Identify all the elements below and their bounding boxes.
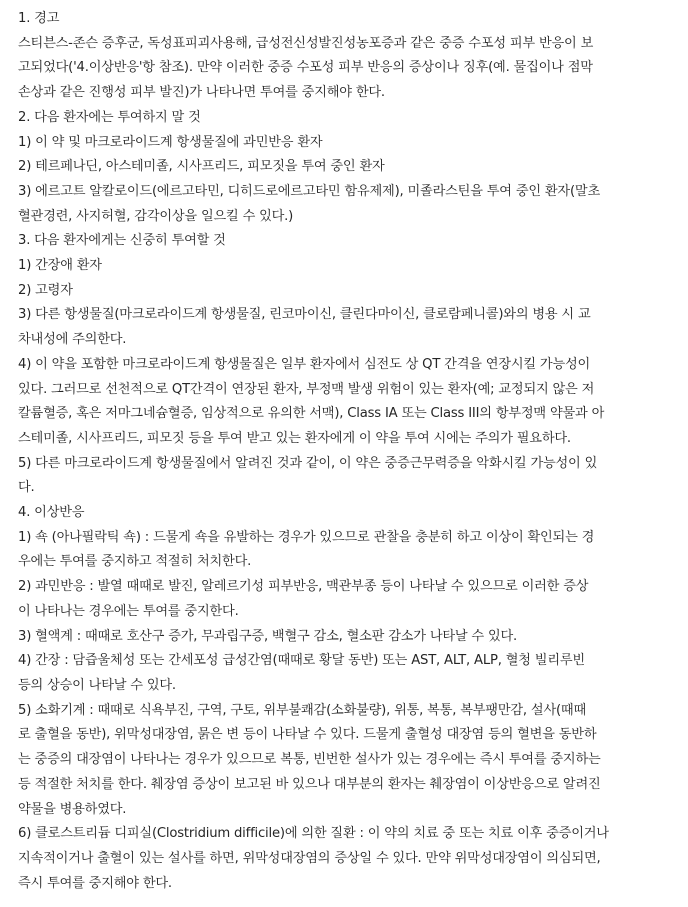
section-heading-warning: 1. 경고 <box>18 11 60 26</box>
section-heading-contraindications: 2. 다음 환자에는 투여하지 말 것 <box>18 109 201 125</box>
paragraph-warning-text: 스티븐스-존슨 증후군, 독성표피괴사용해, 급성전신성발진성농포증과 같은 중증 수포성 피부 반응이 보 고되었다('4.이상반응'항 참조). 만약 이러한 중증 수포성 피부 반응의 증상이나 징후(예. 물집이나 점막 손상과 같은 진행성 피부 발진)가 나타나면 투여를 중지해야 한다. <box>18 35 594 101</box>
list-item-contraindication-2: 2) 테르페나딘, 아스테미졸, 시사프리드, 피모짓을 투여 중인 환자 <box>18 159 385 175</box>
document-body <box>18 7 678 896</box>
list-item-adverse-3: 3) 혈액계 : 때때로 호산구 증가, 무과립구증, 백혈구 감소, 혈소판 감소가 나타날 수 있다. <box>18 628 518 644</box>
list-item-caution-4: 4) 이 약을 포함한 마크로라이드계 항생물질은 일부 환자에서 심전도 상 QT 간격을 연장시킬 가능성이 있다. 그러므로 선천적으로 QT간격이 연장된 환자, 부정맥 발생 위험이 있는 환자(예; 교정되지 않은 저 칼륨혈증, 혹은 저마그네슘혈증, 임상적으로 유의한 서맥), Class IA 또는 Class III의 항부정맥 약물과 아 스테미졸, 시사프리드, 피모짓 등을 투여 받고 있는 환자에게 이 약을 투여 시에는 주의가 필요하다. <box>18 356 605 446</box>
list-item-adverse-4: 4) 간장 : 담즙울체성 또는 간세포성 급성간염(때때로 황달 동반) 또는 AST, ALT, ALP, 혈청 빌리루빈 등의 상승이 나타날 수 있다. <box>18 653 585 693</box>
list-item-caution-3: 3) 다른 항생물질(마크로라이드계 항생물질, 린코마이신, 클린다마이신, 클로람페니콜)와의 병용 시 교 차내성에 주의한다. <box>18 307 591 348</box>
list-item-adverse-5: 5) 소화기계 : 때때로 식욕부진, 구역, 구토, 위부불쾌감(소화불량), 위통, 복통, 복부팽만감, 설사(때때 로 출혈을 동반), 위막성대장염, 묽은 변 등이 나타날 수 있다. 드물게 출혈성 대장염 등의 혈변을 동반하 는 중증의 대장염이 나타나는 경우가 있으므로 복통, 빈번한 설사가 있는 경우에는 즉시 투여를 중지하는 등 적절한 처치를 한다. 췌장염 증상이 보고된 바 있으나 대부분의 환자는 췌장염이 이상반응으로 알려진 약물을 병용하였다. <box>18 702 601 817</box>
list-item-contraindication-3: 3) 에르고트 알칼로이드(에르고타민, 디히드로에르고타민 함유제제), 미졸라스틴을 투여 중인 환자(말초 혈관경련, 사지허혈, 감각이상을 일으킬 수 있다.) <box>18 183 600 224</box>
list-item-adverse-2: 2) 과민반응 : 발열 때때로 발진, 알레르기성 피부반응, 맥관부종 등이 나타날 수 있으므로 이러한 증상 이 나타나는 경우에는 투여를 중지한다. <box>18 579 589 619</box>
section-heading-caution: 3. 다음 환자에게는 신중히 투여할 것 <box>18 233 226 249</box>
list-item-caution-2: 2) 고령자 <box>18 282 73 298</box>
list-item-caution-5: 5) 다른 마크로라이드계 항생물질에서 알려진 것과 같이, 이 약은 중증근무력증을 악화시킬 가능성이 있 다. <box>18 455 598 496</box>
list-item-adverse-6: 6) 클로스트리듐 디피실(Clostridium difficile)에 의한 질환 : 이 약의 치료 중 또는 치료 이후 중증이거나 지속적이거나 출혈이 있는 설사를 하면, 위막성대장염의 증상일 수 있다. 만약 위막성대장염이 의심되면, 즉시 투여를 중지해야 한다. <box>18 826 609 891</box>
list-item-contraindication-1: 1) 이 약 및 마크로라이드계 항생물질에 과민반응 환자 <box>18 134 323 150</box>
list-item-caution-1: 1) 간장애 환자 <box>18 258 102 274</box>
list-item-adverse-1: 1) 쇽 (아나필락틱 쇽) : 드물게 쇽을 유발하는 경우가 있으므로 관찰을 충분히 하고 이상이 확인되는 경 우에는 투여를 중지하고 적절히 처치한다. <box>18 529 595 570</box>
section-heading-adverse-reactions: 4. 이상반응 <box>18 505 85 521</box>
